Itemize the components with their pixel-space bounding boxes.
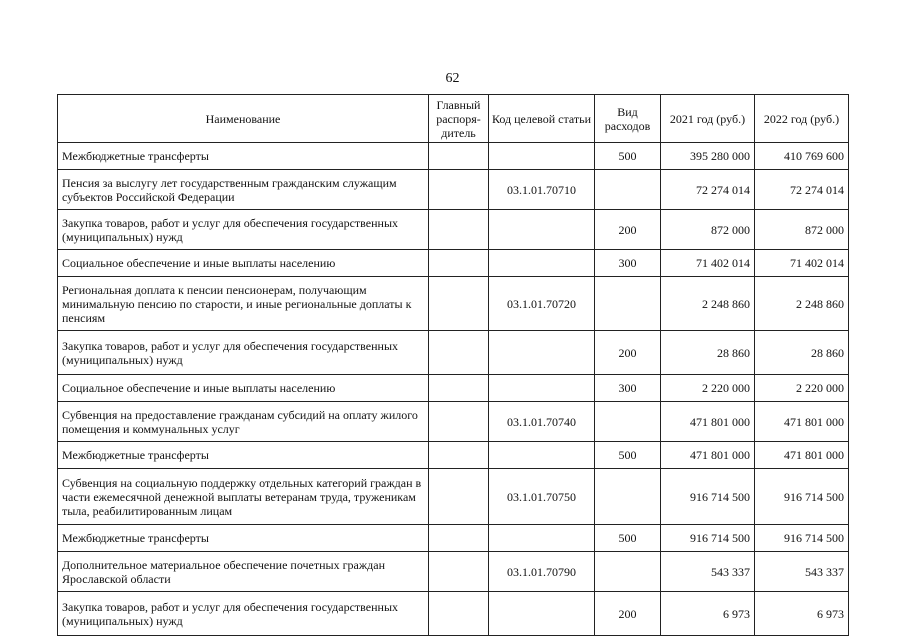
row-name: Закупка товаров, работ и услуг для обеспечения государственных (муниципальных) нужд (58, 210, 429, 250)
row-type: 500 (595, 442, 661, 469)
row-code (489, 442, 595, 469)
row-type (595, 469, 661, 525)
row-amount-2022: 2 248 860 (755, 277, 849, 331)
row-amount-2022: 2 220 000 (755, 375, 849, 402)
row-amount-2021: 28 860 (661, 331, 755, 375)
header-main-manager: Главный распоря-дитель (429, 95, 489, 143)
row-amount-2021: 395 280 000 (661, 143, 755, 170)
row-code (489, 375, 595, 402)
row-amount-2021: 916 714 500 (661, 469, 755, 525)
table-header-row (58, 95, 849, 143)
row-main-manager (429, 592, 489, 636)
row-type: 300 (595, 375, 661, 402)
row-amount-2022: 410 769 600 (755, 143, 849, 170)
row-main-manager (429, 331, 489, 375)
row-code: 03.1.01.70720 (489, 277, 595, 331)
table-row (58, 170, 849, 210)
row-amount-2021: 2 248 860 (661, 277, 755, 331)
table-row (58, 402, 849, 442)
row-main-manager (429, 277, 489, 331)
row-main-manager (429, 250, 489, 277)
row-type: 500 (595, 525, 661, 552)
row-amount-2021: 71 402 014 (661, 250, 755, 277)
row-amount-2021: 916 714 500 (661, 525, 755, 552)
table-row (58, 375, 849, 402)
row-type: 200 (595, 592, 661, 636)
header-expense-type: Вид расходов (595, 95, 661, 143)
row-amount-2022: 543 337 (755, 552, 849, 592)
header-year-2021: 2021 год (руб.) (661, 95, 755, 143)
row-type: 200 (595, 331, 661, 375)
table-row (58, 442, 849, 469)
row-main-manager (429, 442, 489, 469)
table-row (58, 525, 849, 552)
page-number: 62 (445, 71, 460, 86)
row-code: 03.1.01.70710 (489, 170, 595, 210)
row-main-manager (429, 170, 489, 210)
row-amount-2021: 471 801 000 (661, 442, 755, 469)
row-amount-2022: 471 801 000 (755, 442, 849, 469)
budget-table (57, 94, 849, 636)
row-amount-2021: 6 973 (661, 592, 755, 636)
row-type: 500 (595, 143, 661, 170)
row-amount-2022: 28 860 (755, 331, 849, 375)
row-amount-2022: 471 801 000 (755, 402, 849, 442)
row-code (489, 143, 595, 170)
table-row (58, 331, 849, 375)
row-name: Субвенция на социальную поддержку отдельных категорий граждан в части ежемесячной денежной выплаты ветеранам труда, труженикам тыла, реабилитированным лицам (58, 469, 429, 525)
row-type (595, 552, 661, 592)
row-type (595, 402, 661, 442)
row-code: 03.1.01.70740 (489, 402, 595, 442)
table-row (58, 277, 849, 331)
row-code (489, 331, 595, 375)
row-name: Дополнительное материальное обеспечение почетных граждан Ярославской области (58, 552, 429, 592)
table-row (58, 210, 849, 250)
row-name: Закупка товаров, работ и услуг для обеспечения государственных (муниципальных) нужд (58, 592, 429, 636)
row-name: Межбюджетные трансферты (58, 442, 429, 469)
row-amount-2021: 72 274 014 (661, 170, 755, 210)
row-amount-2022: 916 714 500 (755, 469, 849, 525)
row-name: Социальное обеспечение и иные выплаты населению (58, 250, 429, 277)
row-name: Социальное обеспечение и иные выплаты населению (58, 375, 429, 402)
row-name: Межбюджетные трансферты (58, 525, 429, 552)
row-amount-2021: 872 000 (661, 210, 755, 250)
row-main-manager (429, 525, 489, 552)
header-target-code: Код целевой статьи (489, 95, 595, 143)
row-code: 03.1.01.70790 (489, 552, 595, 592)
row-amount-2022: 916 714 500 (755, 525, 849, 552)
row-amount-2022: 71 402 014 (755, 250, 849, 277)
table-row (58, 250, 849, 277)
row-type (595, 170, 661, 210)
row-main-manager (429, 469, 489, 525)
row-name: Закупка товаров, работ и услуг для обеспечения государственных (муниципальных) нужд (58, 331, 429, 375)
row-code (489, 250, 595, 277)
row-type: 300 (595, 250, 661, 277)
row-amount-2021: 2 220 000 (661, 375, 755, 402)
row-amount-2022: 6 973 (755, 592, 849, 636)
row-code (489, 525, 595, 552)
header-name: Наименование (58, 95, 429, 143)
row-code: 03.1.01.70750 (489, 469, 595, 525)
row-name: Региональная доплата к пенсии пенсионерам, получающим минимальную пенсию по старости, и иные региональные доплаты к пенсиям (58, 277, 429, 331)
row-amount-2022: 72 274 014 (755, 170, 849, 210)
row-type (595, 277, 661, 331)
table-row (58, 552, 849, 592)
row-amount-2021: 471 801 000 (661, 402, 755, 442)
table-row (58, 592, 849, 636)
row-main-manager (429, 210, 489, 250)
row-code (489, 210, 595, 250)
row-main-manager (429, 552, 489, 592)
row-amount-2022: 872 000 (755, 210, 849, 250)
table-row (58, 469, 849, 525)
row-code (489, 592, 595, 636)
row-name: Пенсия за выслугу лет государственным гражданским служащим субъектов Российской Федерации (58, 170, 429, 210)
row-main-manager (429, 375, 489, 402)
row-amount-2021: 543 337 (661, 552, 755, 592)
row-name: Межбюджетные трансферты (58, 143, 429, 170)
table-row (58, 143, 849, 170)
row-main-manager (429, 402, 489, 442)
row-name: Субвенция на предоставление гражданам субсидий на оплату жилого помещения и коммунальных услуг (58, 402, 429, 442)
row-type: 200 (595, 210, 661, 250)
row-main-manager (429, 143, 489, 170)
header-year-2022: 2022 год (руб.) (755, 95, 849, 143)
